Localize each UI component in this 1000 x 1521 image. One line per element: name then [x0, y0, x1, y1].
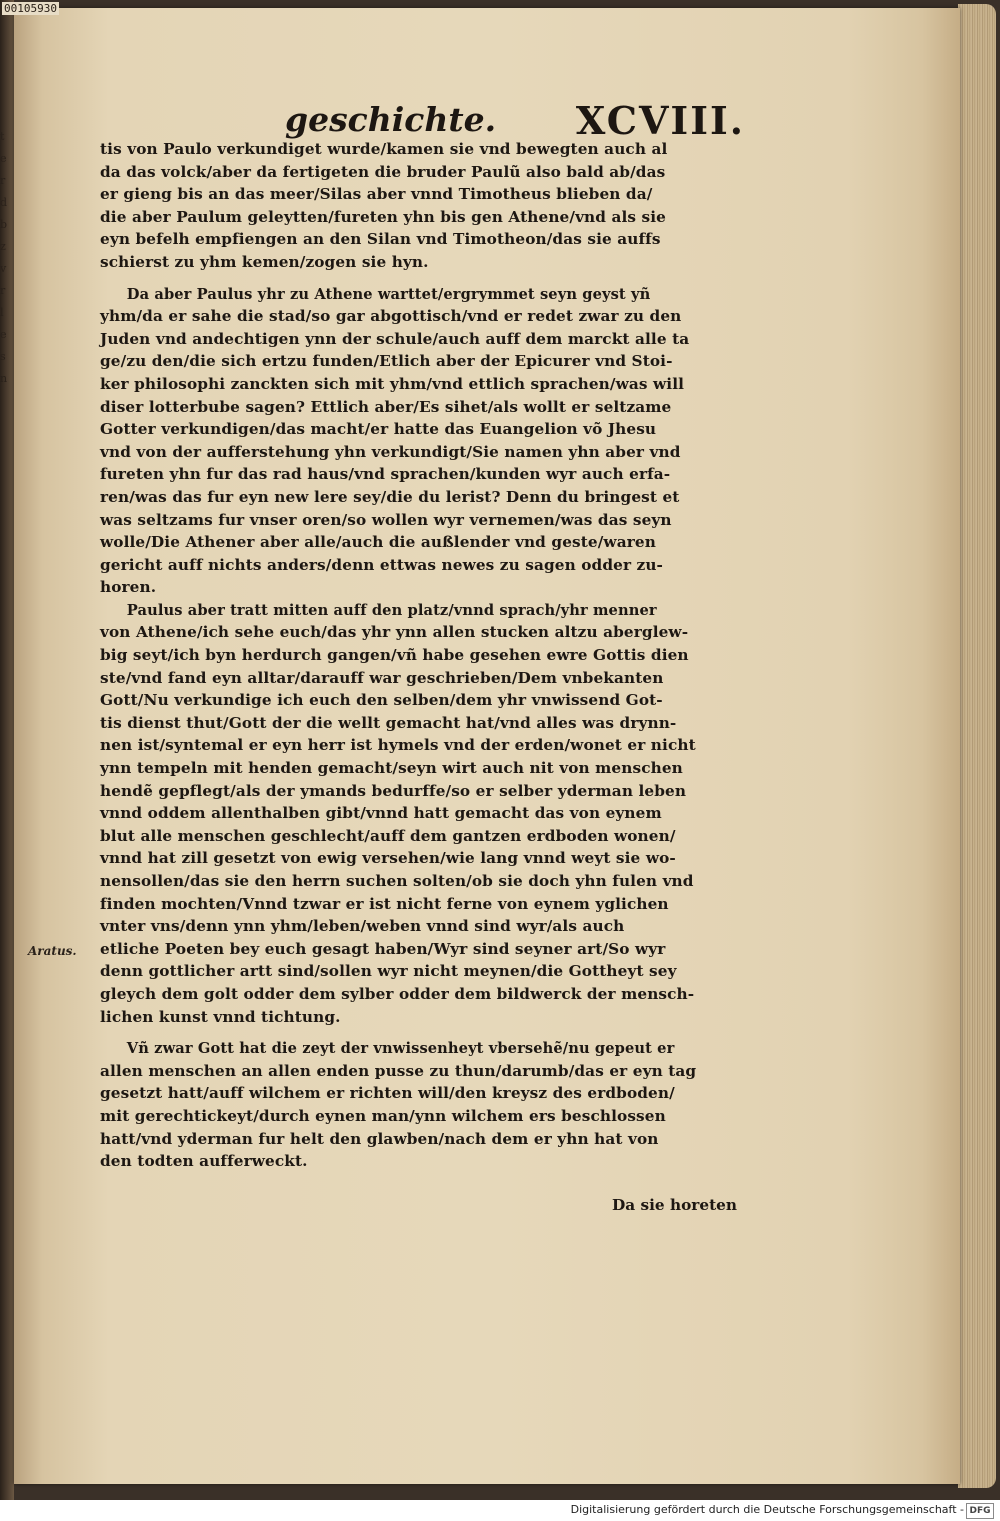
text-line: tis dienst thut/Gott der die wellt gemacht hat/vnd alles was drynn- [100, 713, 677, 732]
text-line: yhm/da er sahe die stad/so gar abgottisch/vnd er redet zwar zu den [100, 307, 682, 326]
text-line: von Athene/ich sehe euch/das yhr ynn allen stucken altzu aberglew- [100, 623, 689, 642]
page-edges [958, 4, 996, 1488]
shelfmark-label: 00105930 [4, 2, 57, 15]
text-line: etliche Poeten bey euch gesagt haben/Wyr sind seyner art/So wyr [100, 939, 666, 958]
marginal-note: Aratus. [28, 944, 77, 958]
margin-fragment: t [0, 130, 5, 143]
text-line: vnnd hat zill gesetzt von ewig versehen/wie lang vnnd weyt sie wo- [100, 849, 676, 868]
body-text [100, 138, 750, 1173]
margin-fragment: s [0, 350, 6, 363]
text-line: diser lotterbube sagen? Ettlich aber/Es sihet/als wollt er seltzame [100, 397, 672, 416]
text-line: Da aber Paulus yhr zu Athene warttet/ergrymmet seyn geyst yñ [126, 284, 651, 303]
text-line: Paulus aber tratt mitten auff den platz/vnnd sprach/yhr menner [126, 600, 657, 619]
page-header [285, 98, 745, 143]
margin-fragment: r [0, 174, 6, 187]
text-line: finden mochten/Vnnd tzwar er ist nicht ferne von eynem yglichen [100, 894, 669, 913]
text-line: denn gottlicher artt sind/sollen wyr nicht meynen/die Gottheyt sey [100, 962, 677, 981]
margin-fragment: l [0, 306, 4, 319]
margin-fragment: e [0, 328, 7, 341]
margin-fragment: d [0, 196, 8, 209]
text-line: Vñ zwar Gott hat die zeyt der vnwissenheyt vbersehẽ/nu gepeut er [126, 1039, 675, 1058]
text-line: big seyt/ich byn herdurch gangen/vñ habe gesehen ewre Gottis dien [100, 646, 689, 665]
text-line: ynn tempeln mit henden gemacht/seyn wirt auch nit von menschen [100, 759, 683, 778]
text-line: ker philosophi zanckten sich mit yhm/vnd ettlich sprachen/was will [100, 374, 685, 393]
margin-fragment: r [0, 284, 6, 297]
text-line: allen menschen an allen enden pusse zu thun/darumb/das er eyn tag [100, 1061, 697, 1080]
funding-credit: Digitalisierung gefördert durch die Deutsche Forschungsgemeinschaft - [570, 1503, 964, 1516]
text-line: nen ist/syntemal er eyn herr ist hymels vnd der erden/wonet er nicht [100, 736, 696, 755]
margin-fragment: v [0, 262, 7, 275]
paragraph-gap [100, 1028, 750, 1037]
text-line: schierst zu yhm kemen/zogen sie hyn. [100, 252, 429, 271]
text-line: was seltzams fur vnser oren/so wollen wyr vernemen/was das seyn [100, 510, 672, 529]
text-line: fureten yhn fur das rad haus/vnd sprachen/kunden wyr auch erfa- [100, 465, 671, 484]
text-line: horen. [100, 578, 157, 597]
text-line: vnd von der aufferstehung yhn verkundigt/Sie namen yhn aber vnd [100, 442, 681, 461]
footer-bar [0, 1500, 1000, 1521]
text-line: hendẽ gepflegt/als der ymands bedurffe/so er selber yderman leben [100, 781, 687, 800]
text-line: eyn befelh empfiengen an den Silan vnd Timotheon/das sie auffs [100, 230, 661, 249]
text-line: den todten aufferweckt. [100, 1152, 308, 1171]
paragraph-gap [100, 274, 750, 283]
text-line: vnnd oddem allenthalben gibt/vnnd hatt gemacht das von eynem [100, 804, 662, 823]
text-line: nensollen/das sie den herrn suchen solten/ob sie doch yhn fulen vnd [100, 872, 694, 890]
left-margin-fragments [0, 130, 16, 1230]
margin-fragment: b [0, 218, 8, 231]
text-line: vnter vns/denn ynn yhm/leben/weben vnnd sind wyr/als auch [100, 917, 625, 936]
text-line: mit gerechtickeyt/durch eynen man/ynn wilchem ers beschlossen [100, 1106, 666, 1125]
text-line: gesetzt hatt/auff wilchem er richten will/den kreysz des erdboden/ [100, 1084, 675, 1103]
margin-fragment: n [0, 372, 8, 385]
text-line: lichen kunst vnnd tichtung. [100, 1007, 341, 1026]
text-line: gericht auff nichts anders/denn ettwas newes zu sagen odder zu- [100, 555, 664, 574]
margin-fragment: z [0, 240, 6, 253]
text-line: ste/vnd fand eyn alltar/darauff war geschrieben/Dem vnbekanten [100, 668, 664, 687]
text-line: ren/was das fur eyn new lere sey/die du lerist? Denn du bringest et [100, 487, 680, 506]
text-line: Gotter verkundigen/das macht/er hatte das Euangelion võ Jhesu [100, 420, 657, 439]
text-line: tis von Paulo verkundiget wurde/kamen sie vnd bewegten auch al [100, 140, 668, 158]
text-line: ge/zu den/die sich ertzu funden/Etlich aber der Epicurer vnd Stoi- [100, 352, 673, 371]
text-line: wolle/Die Athener aber alle/auch die außlender vnd geste/waren [100, 533, 656, 552]
dfg-logo: DFG [966, 1503, 994, 1519]
margin-fragment: e [0, 152, 7, 165]
running-head: geschichte. [285, 100, 497, 139]
text-line: da das volck/aber da fertigeten die bruder Paulũ also bald ab/das [100, 162, 666, 181]
text-line: hatt/vnd yderman fur helt den glawben/nach dem er yhn hat von [100, 1129, 659, 1148]
text-line: gleych dem golt odder dem sylber odder dem bildwerck der mensch- [100, 984, 695, 1003]
text-line: Juden vnd andechtigen ynn der schule/auch auff dem marckt alle ta [100, 329, 690, 348]
catchword: Da sie horeten [612, 1196, 738, 1214]
text-line: die aber Paulum geleytten/fureten yhn bis gen Athene/vnd als sie [100, 207, 667, 226]
text-line: Gott/Nu verkundige ich euch den selben/dem yhr vnwissend Got- [100, 691, 663, 710]
text-line: er gieng bis an das meer/Silas aber vnnd Timotheus blieben da/ [100, 185, 653, 204]
text-line: blut alle menschen geschlecht/auff dem gantzen erdboden wonen/ [100, 826, 676, 845]
folio-number: XCVIII. [575, 98, 745, 143]
